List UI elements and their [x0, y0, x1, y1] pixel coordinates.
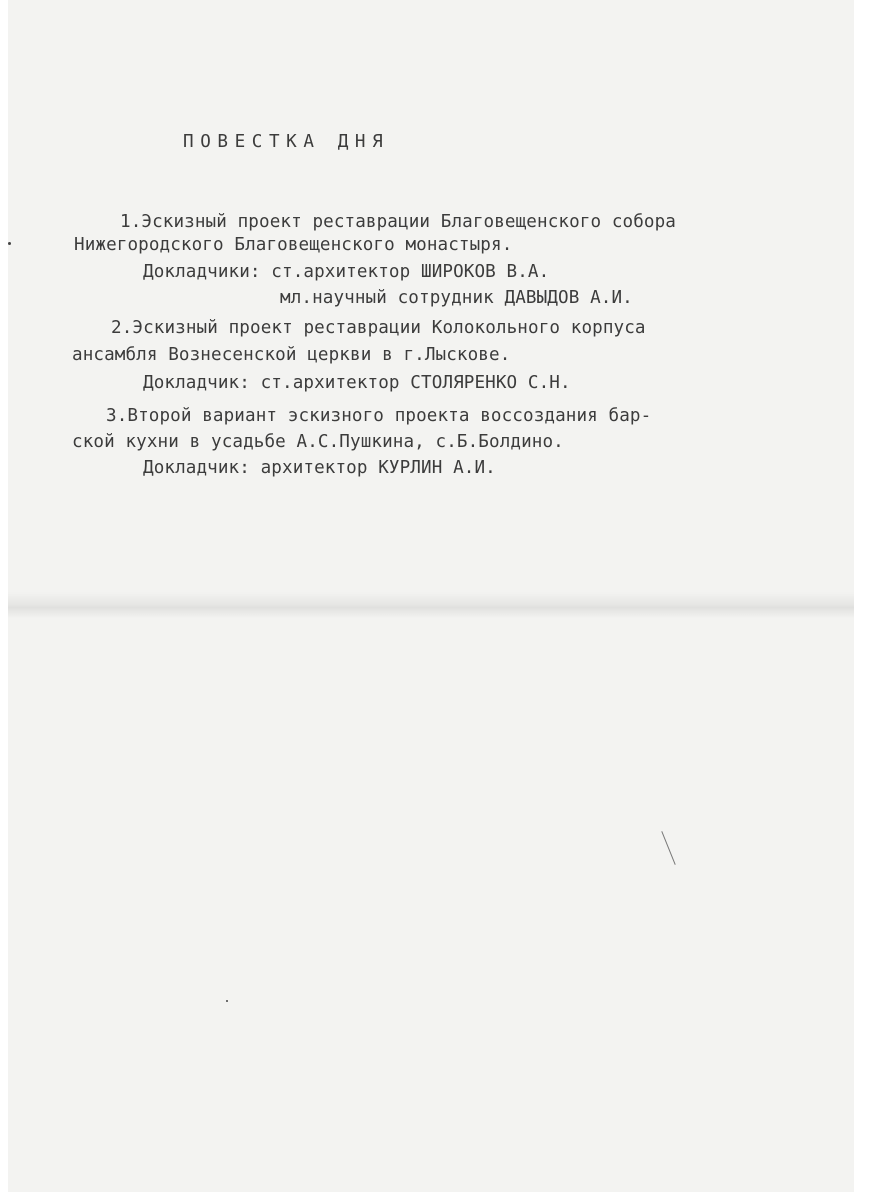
paper-scratch [661, 831, 675, 865]
item-3-line-2: ской кухни в усадьбе А.С.Пушкина, с.Б.Болдино. [72, 432, 564, 452]
item-3-line-1: 3.Второй вариант эскизного проекта воссоздания бар- [106, 406, 652, 426]
paper-speck [226, 1000, 228, 1002]
document-title: ПОВЕСТКА ДНЯ [183, 132, 390, 152]
item-1-speaker-2: мл.научный сотрудник ДАВЫДОВ А.И. [280, 288, 633, 308]
item-1-line-2: Нижегородского Благовещенского монастыря. [74, 235, 513, 255]
item-2-line-1: 2.Эскизный проект реставрации Колокольного корпуса [111, 318, 646, 338]
item-1-speaker-1: Докладчики: ст.архитектор ШИРОКОВ В.А. [143, 262, 550, 282]
item-2-speaker-1: Докладчик: ст.архитектор СТОЛЯРЕНКО С.Н. [143, 373, 571, 393]
paper-speck [8, 242, 11, 245]
item-1-line-1: 1.Эскизный проект реставрации Благовещенского собора [120, 212, 677, 232]
item-3-speaker-1: Докладчик: архитектор КУРЛИН А.И. [143, 458, 496, 478]
document-page [8, 0, 854, 1192]
paper-fold [8, 592, 854, 618]
item-2-line-2: ансамбля Вознесенской церкви в г.Лыскове. [72, 345, 511, 365]
